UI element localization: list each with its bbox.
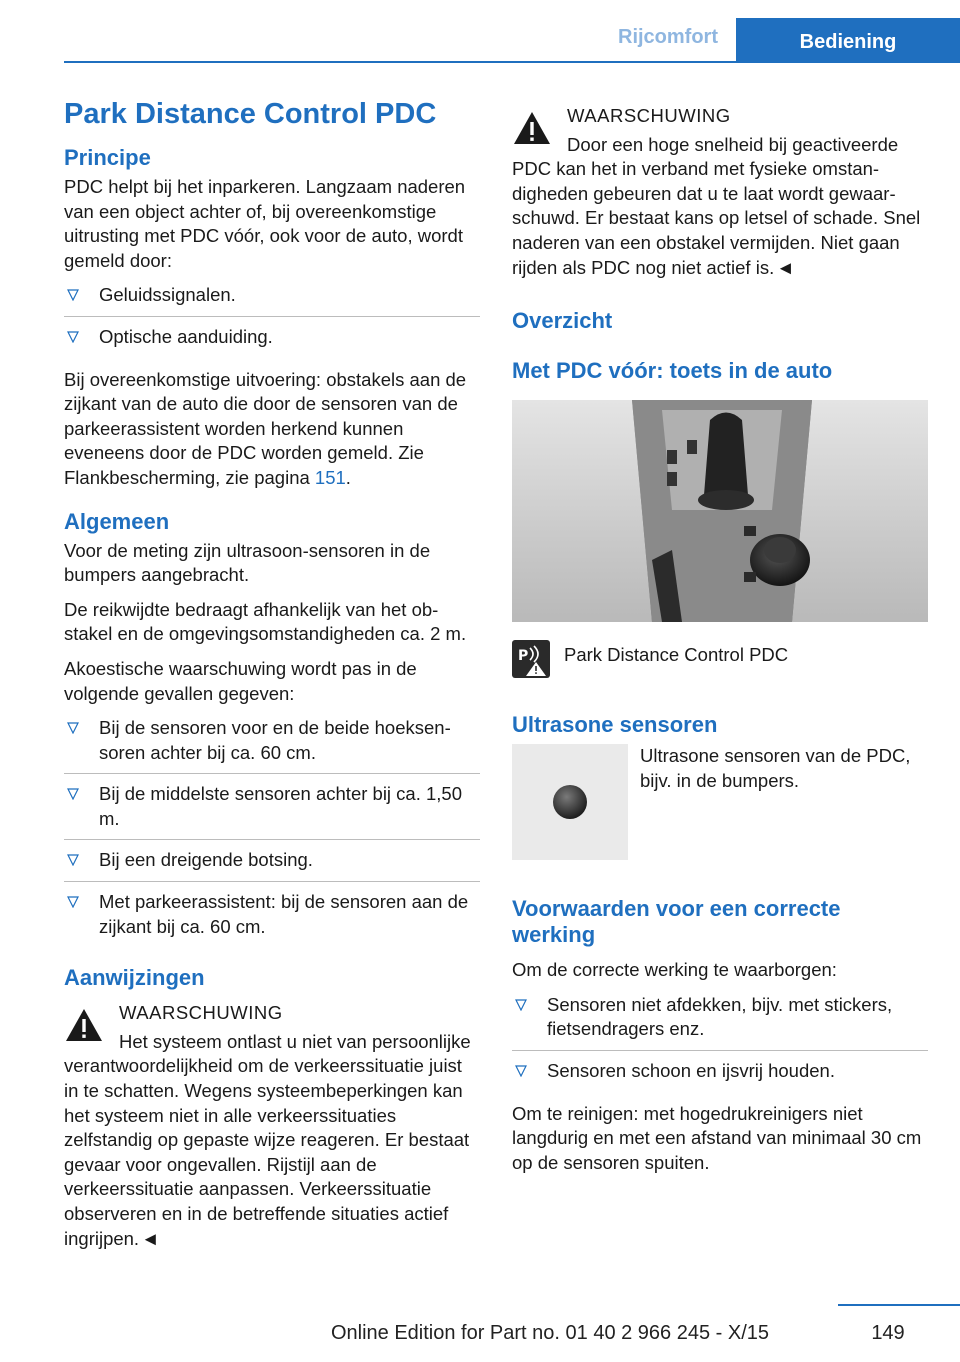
list-item: Optische aanduiding.	[64, 325, 480, 358]
warning-title: WAARSCHUWING	[567, 105, 731, 126]
pdc-button-row	[512, 640, 928, 678]
algemeen-p2: De reikwijdte bedraagt afhankelijk van het obstakel en de omgevingsomstandigheden ca. 2 m.	[64, 598, 467, 645]
edition-note: Online Edition for Part no. 01 40 2 966 245 - X/15	[330, 1322, 770, 1344]
page-number: 149	[871, 1322, 905, 1344]
left-column	[64, 98, 480, 1251]
list-item: Bij een dreigende botsing.	[64, 848, 480, 882]
end-mark: ◄	[141, 1227, 160, 1249]
page-reference-link[interactable]: 151	[314, 466, 346, 488]
header-rule	[64, 61, 960, 63]
triangle-bullet-icon	[67, 331, 79, 343]
page-title: Park Distance Control PDC	[64, 98, 437, 130]
warning-triangle-icon	[512, 110, 552, 146]
algemeen-p1: Voor de meting zijn ultrasoon-sensoren in de bumpers aangebracht.	[64, 539, 431, 586]
heading-principe: Principe	[64, 145, 151, 170]
voorwaarden-list	[512, 993, 928, 1092]
list-item: Bij de middelste sensoren achter bij ca. 1,50 m.	[64, 782, 480, 840]
triangle-bullet-icon	[67, 289, 79, 301]
svg-text:P: P	[518, 648, 529, 665]
warning-text: Het systeem ontlast u niet van persoonlijke verantwoordelijkheid om de verkeerssituatie juist in te schatten. Wegens systeembeperkingen kan het systeem niet in alle verkeerssituaties zelfstandig op gepaste wijze reageren. Er bestaat gevaar voor ongevallen. Rijstijl aan de verkeerssituatie aanpassen. Verkeerssituatie observeren en in de betreffende situaties actief ingrijpen.	[64, 1030, 471, 1249]
end-mark: ◄	[776, 256, 795, 278]
triangle-bullet-icon	[67, 722, 79, 734]
warning-box	[64, 1001, 480, 1251]
algemeen-list	[64, 716, 480, 947]
principe-intro: PDC helpt bij het inparkeren. Langzaam naderen van een object achter of, bij overeenkomstige uitrusting met PDC vóór, ook voor de auto, wordt gemeld door:	[64, 176, 466, 271]
pdc-button-icon	[512, 640, 550, 678]
heading-algemeen: Algemeen	[64, 508, 170, 534]
sensor-image	[512, 744, 628, 860]
warning-triangle-icon	[64, 1007, 104, 1043]
page-header	[0, 0, 960, 62]
list-item: Met parkeerassistent: bij de sensoren aan de zijkant bij ca. 60 cm.	[64, 890, 480, 947]
tab-bediening[interactable]: Bediening	[736, 18, 960, 62]
warning-box	[512, 104, 928, 280]
list-item: Geluidssignalen.	[64, 283, 480, 317]
triangle-bullet-icon	[67, 854, 79, 866]
heading-aanwijzingen: Aanwijzingen	[64, 965, 205, 991]
algemeen-p3: Akoestische waarschuwing wordt pas in de volgende gevallen gegeven:	[64, 657, 417, 704]
car-console-photo	[512, 400, 928, 622]
tab-rijcomfort[interactable]: Rijcomfort	[618, 26, 718, 48]
pdc-button-label: Park Distance Control PDC	[564, 644, 789, 666]
principe-para2: Bij overeenkomstige uitvoering: obstakels aan de zijkant van de auto die door de sensoren van de parkeerassistent worden herkend kunnen eveneens door de PDC worden gemeld. Zie Flankbescherming, zie pagina 151.	[64, 368, 467, 488]
principe-list	[64, 283, 480, 357]
sensor-block	[512, 744, 928, 862]
footer-rule	[838, 1304, 960, 1306]
triangle-bullet-icon	[515, 999, 527, 1011]
heading-ultrasone-sensoren: Ultrasone sensoren	[512, 712, 718, 738]
sensor-description: Ultrasone sensoren van de PDC, bijv. in de bumpers.	[640, 745, 911, 791]
list-item: Sensoren schoon en ijsvrij houden.	[512, 1059, 928, 1092]
triangle-bullet-icon	[515, 1065, 527, 1077]
page-footer	[0, 1300, 960, 1362]
voorwaarden-outro: Om te reinigen: met hogedrukreinigers niet langdurig en met een afstand van minimaal 30 cm op de sensoren spuiten.	[512, 1102, 922, 1173]
warning-text: Door een hoge snelheid bij geactiveerde PDC kan het in verband met fysieke omstandigheden gebeuren dat u te laat wordt gewaarschuwd. Er bestaat kans op letsel of schade. Snel naderen van een obstakel vermijden. Niet gaan rijden als PDC nog niet actief is.	[512, 133, 921, 278]
triangle-bullet-icon	[67, 896, 79, 908]
heading-voorwaarden: Voorwaarden voor een correcte werking	[512, 896, 841, 948]
list-item: Bij de sensoren voor en de beide hoeksensoren achter bij ca. 60 cm.	[64, 716, 480, 774]
heading-overzicht: Overzicht	[512, 308, 613, 334]
list-item: Sensoren niet afdekken, bijv. met stickers, fietsendragers enz.	[512, 993, 928, 1051]
triangle-bullet-icon	[67, 788, 79, 800]
heading-met-pdc-voor: Met PDC vóór: toets in de auto	[512, 358, 833, 384]
right-column	[512, 104, 928, 1185]
voorwaarden-intro: Om de correcte werking te waarborgen:	[512, 959, 837, 981]
warning-title: WAARSCHUWING	[119, 1002, 283, 1024]
